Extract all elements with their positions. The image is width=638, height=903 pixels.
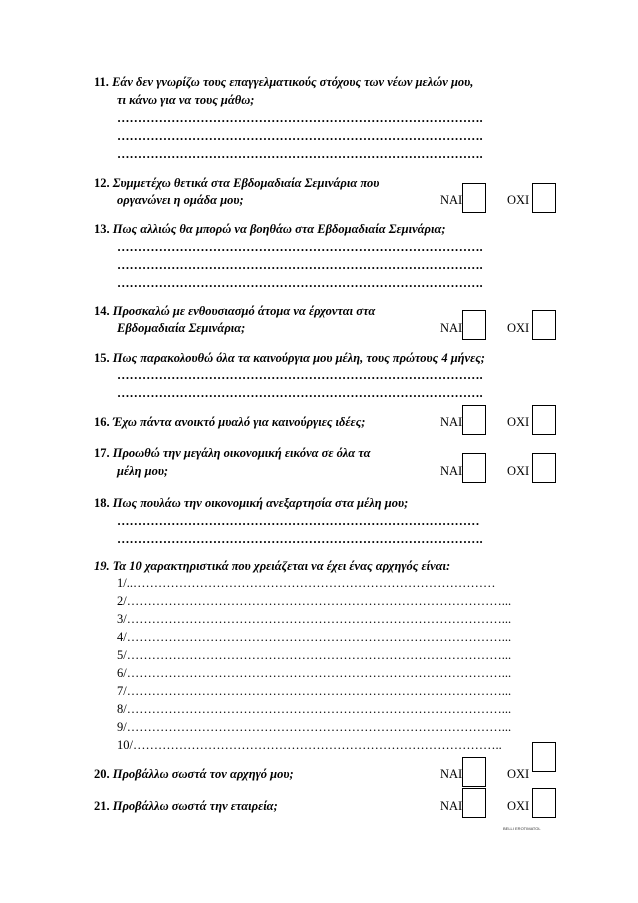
question-text: Προβάλλω σωστά την εταιρεία; [112, 799, 278, 813]
question-16 [94, 415, 365, 430]
yes-checkbox[interactable] [462, 757, 486, 787]
page-footer: BELLI EROTIMATOL [503, 826, 541, 831]
yes-label: ΝΑΙ [440, 767, 463, 781]
question-number: 14. [94, 304, 110, 318]
trait-line-3[interactable]: 3/………………………………………………………………………………... [117, 612, 512, 626]
trait-line-1[interactable]: 1/..…………………………………………………………………………… [117, 576, 496, 590]
question-number: 21. [94, 799, 110, 813]
question-text: Προσκαλώ με ενθουσιασμό άτομα να έρχονται στα [112, 304, 376, 318]
answer-line[interactable]: ……………………………………………………………………………. [117, 129, 483, 143]
no-label: ΟΧΙ [507, 464, 530, 478]
no-checkbox[interactable] [532, 453, 556, 483]
answer-line[interactable]: ……………………………………………………………………………. [117, 368, 483, 382]
trait-line-9[interactable]: 9/………………………………………………………………………………... [117, 720, 512, 734]
no-label: ΟΧΙ [507, 767, 530, 781]
question-number: 17. [94, 446, 110, 460]
question-number: 15. [94, 351, 110, 365]
yes-checkbox[interactable] [462, 788, 486, 818]
yes-label: ΝΑΙ [440, 415, 463, 429]
question-11 [94, 75, 473, 90]
question-13 [94, 222, 446, 237]
answer-line[interactable]: …………………………………………………………………………… [117, 514, 480, 528]
question-15 [94, 351, 485, 366]
no-checkbox[interactable] [532, 742, 556, 772]
answer-line[interactable]: ……………………………………………………………………………. [117, 258, 483, 272]
no-checkbox[interactable] [532, 310, 556, 340]
no-checkbox[interactable] [532, 788, 556, 818]
question-number: 16. [94, 415, 110, 429]
question-text: Εάν δεν γνωρίζω τους επαγγελματικούς στόχους των νέων μελών μου, [112, 75, 474, 89]
question-number: 12. [94, 176, 110, 190]
yes-checkbox[interactable] [462, 310, 486, 340]
yes-label: ΝΑΙ [440, 321, 463, 335]
no-label: ΟΧΙ [507, 415, 530, 429]
question-number: 11. [94, 75, 109, 89]
yes-label: ΝΑΙ [440, 799, 463, 813]
question-21 [94, 799, 278, 814]
yes-checkbox[interactable] [462, 405, 486, 435]
trait-line-2[interactable]: 2/………………………………………………………………………………... [117, 594, 512, 608]
answer-line[interactable]: ……………………………………………………………………………. [117, 276, 483, 290]
no-label: ΟΧΙ [507, 193, 530, 207]
question-number: 20. [94, 767, 110, 781]
question-text: Πως πουλάω την οικονομική ανεξαρτησία στα μέλη μου; [112, 496, 409, 510]
question-11-line2: τι κάνω για να τους μάθω; [117, 93, 255, 107]
trait-line-7[interactable]: 7/………………………………………………………………………………... [117, 684, 512, 698]
trait-line-8[interactable]: 8/………………………………………………………………………………... [117, 702, 512, 716]
trait-line-10[interactable]: 10/…………………………………………………………………………….. [117, 738, 502, 752]
question-number: 18. [94, 496, 110, 510]
yes-checkbox[interactable] [462, 183, 486, 213]
question-12 [94, 176, 379, 191]
answer-line[interactable]: ……………………………………………………………………………. [117, 532, 483, 546]
question-text: Συμμετέχω θετικά στα Εβδομαδιαία Σεμινάρια που [112, 176, 380, 190]
question-number: 13. [94, 222, 110, 236]
no-label: ΟΧΙ [507, 799, 530, 813]
no-checkbox[interactable] [532, 405, 556, 435]
question-14 [94, 304, 375, 319]
question-text: Πως παρακολουθώ όλα τα καινούργια μου μέλη, τους πρώτους 4 μήνες; [112, 351, 485, 365]
yes-checkbox[interactable] [462, 453, 486, 483]
question-14-line2: Εβδομαδιαία Σεμινάρια; [117, 321, 246, 335]
trait-line-5[interactable]: 5/………………………………………………………………………………... [117, 648, 512, 662]
trait-line-4[interactable]: 4/………………………………………………………………………………... [117, 630, 512, 644]
no-checkbox[interactable] [532, 183, 556, 213]
question-text: Προωθώ την μεγάλη οικονομική εικόνα σε όλα τα [112, 446, 371, 460]
question-12-line2: οργανώνει η ομάδα μου; [117, 193, 244, 207]
trait-line-6[interactable]: 6/………………………………………………………………………………... [117, 666, 512, 680]
answer-line[interactable]: ……………………………………………………………………………. [117, 386, 483, 400]
question-17-line2: μέλη μου; [117, 464, 169, 478]
no-label: ΟΧΙ [507, 321, 530, 335]
question-18 [94, 496, 408, 511]
yes-label: ΝΑΙ [440, 464, 463, 478]
question-text: Πως αλλιώς θα μπορώ να βοηθάω στα Εβδομαδιαία Σεμινάρια; [112, 222, 446, 236]
answer-line[interactable]: ……………………………………………………………………………. [117, 240, 483, 254]
answer-line[interactable]: ……………………………………………………………………………. [117, 147, 483, 161]
yes-label: ΝΑΙ [440, 193, 463, 207]
question-text: Προβάλλω σωστά τον αρχηγό μου; [112, 767, 294, 781]
answer-line[interactable]: ……………………………………………………………………………. [117, 111, 483, 125]
question-19-title: 19. Τα 10 χαρακτηριστικά που χρειάζεται να έχει ένας αρχηγός είναι: [94, 559, 451, 573]
question-17 [94, 446, 371, 461]
question-text: Έχω πάντα ανοικτό μυαλό για καινούργιες ιδέες; [112, 415, 366, 429]
question-20 [94, 767, 294, 782]
